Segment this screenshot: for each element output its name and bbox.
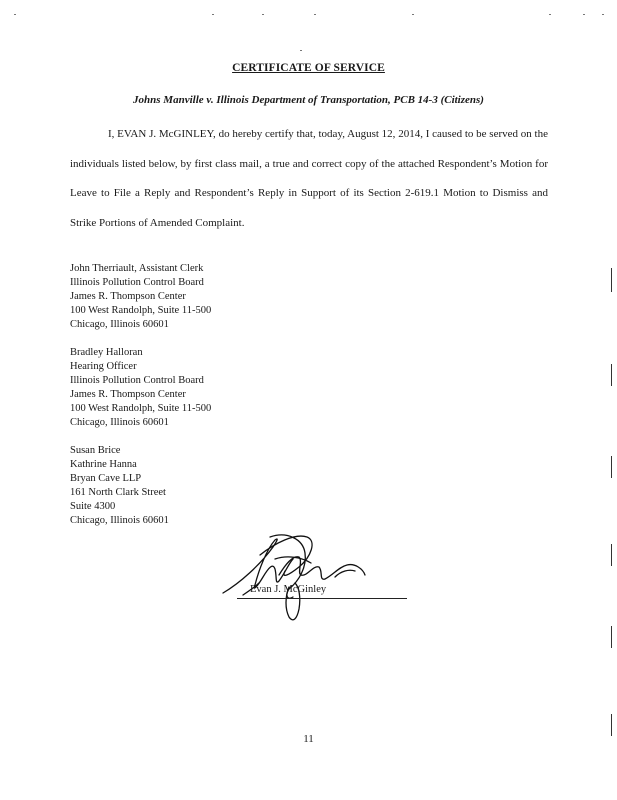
scan-artifact [412,14,414,15]
address-line: Chicago, Illinois 60601 [70,319,169,330]
scan-artifact [14,14,16,15]
scan-artifact [300,50,302,51]
document-title: CERTIFICATE OF SERVICE [232,62,385,74]
address-line: Illinois Pollution Control Board [70,277,204,288]
scan-artifact [549,14,551,15]
signer-name: Evan J. McGinley [250,584,327,595]
address-line: Bryan Cave LLP [70,473,142,484]
address-line: Chicago, Illinois 60601 [70,417,169,428]
address-line: Suite 4300 [70,501,116,512]
address-line: 100 West Randolph, Suite 11-500 [70,403,212,414]
address-line: James R. Thompson Center [70,291,186,302]
margin-change-bar [611,544,612,566]
address-line: Bradley Halloran [70,347,143,358]
scan-artifact [212,14,214,15]
margin-change-bar [611,626,612,648]
address-line: Susan Brice [70,445,121,456]
page-number: 11 [303,733,314,745]
address-line: John Therriault, Assistant Clerk [70,263,204,274]
case-caption-italic: Johns Manville v. Illinois Department of Transportation, [133,94,391,106]
scan-artifact [583,14,585,15]
address-line: Illinois Pollution Control Board [70,375,204,386]
scan-artifact [314,14,316,15]
recipient-address-block [70,346,211,430]
recipient-address-block [70,262,211,332]
scan-artifact [602,14,604,15]
address-line: Chicago, Illinois 60601 [70,515,169,526]
margin-change-bar [611,268,612,292]
signature-line [237,598,407,599]
margin-change-bar [611,364,612,386]
address-line: Kathrine Hanna [70,459,137,470]
margin-change-bar [611,456,612,478]
certification-paragraph: I, EVAN J. McGINLEY, do hereby certify that, today, August 12, 2014, I caused to be served on the individuals listed below, by first class mail, a true and correct copy of the attached Respondent’s Motion for Leave to File a Reply and Respondent’s Reply in Support of its Section 2-619.1 Motion to Dismiss and Strike Portions of Amended Complaint. [70,128,548,229]
address-line: 161 North Clark Street [70,487,166,498]
handwritten-signature [215,525,385,630]
address-line: Hearing Officer [70,361,137,372]
recipient-address-block [70,444,169,528]
scan-artifact [262,14,264,15]
address-line: 100 West Randolph, Suite 11-500 [70,305,212,316]
case-caption [0,94,617,106]
address-line: James R. Thompson Center [70,389,186,400]
case-caption-docket: PCB 14-3 (Citizens) [390,94,484,106]
